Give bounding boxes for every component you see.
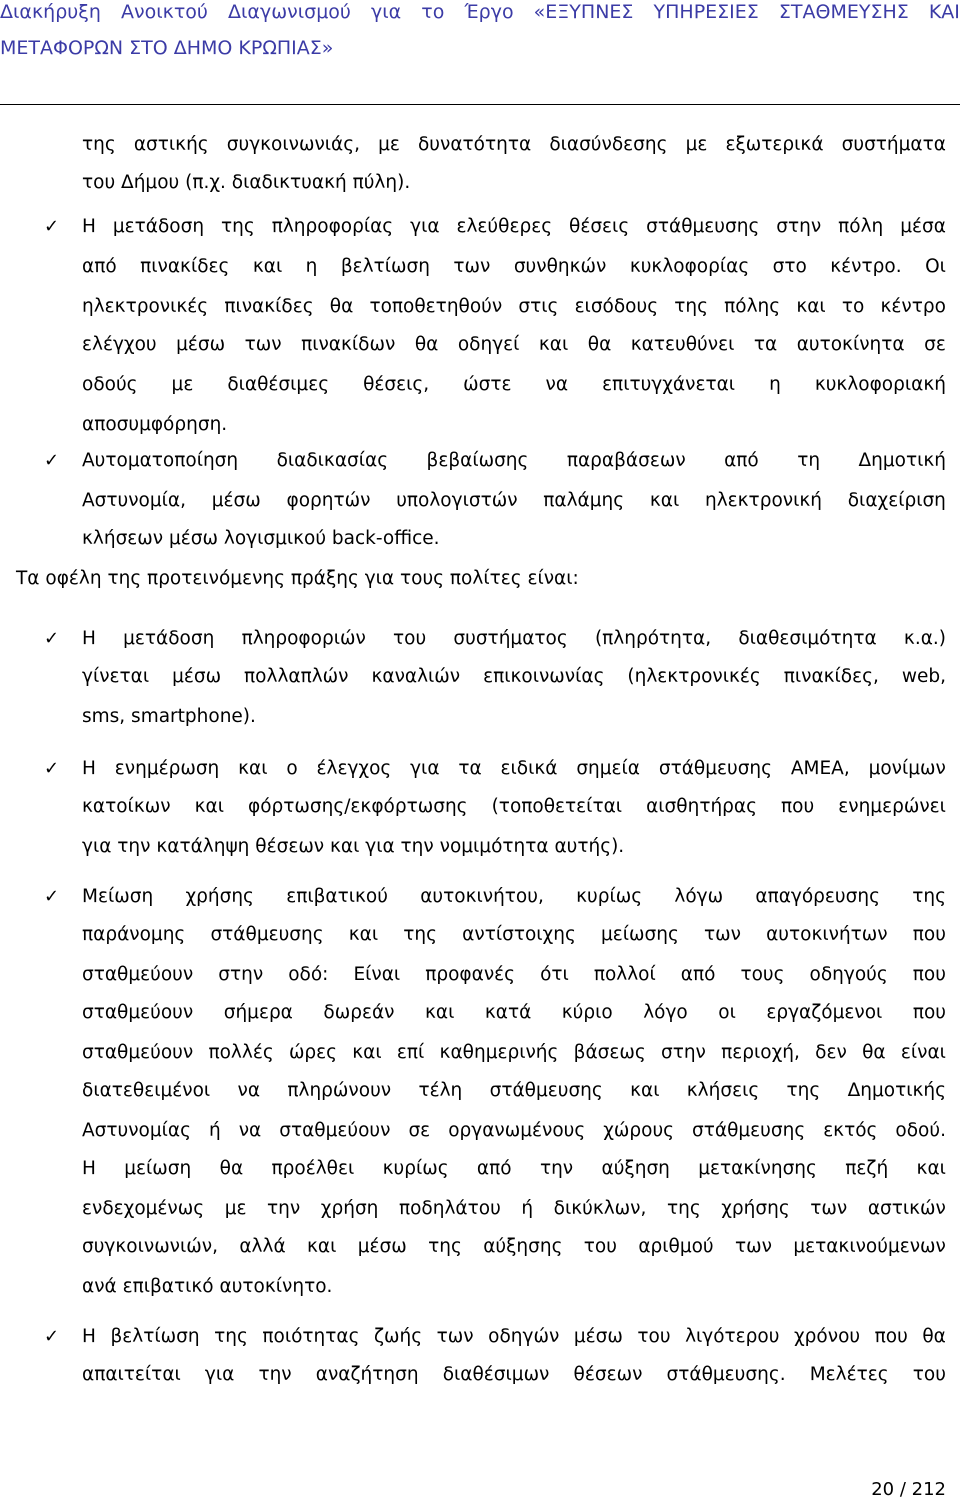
- text-line: ελέγχου μέσω των πινακίδων θα οδηγεί και θα κατευθύνει τα αυτοκίνητα σε: [82, 334, 946, 355]
- text-line: απαιτείται για την αναζήτηση διαθέσιμων θέσεων στάθμευσης. Μελέτες του: [82, 1364, 946, 1385]
- text-line: Αυτοματοποίηση διαδικασίας βεβαίωσης παραβάσεων από τη Δημοτική: [82, 450, 946, 471]
- header-word: για: [371, 1, 402, 23]
- text-line: γίνεται μέσω πολλαπλών καναλιών επικοινωνίας (ηλεκτρονικές πινακίδες, web,: [82, 666, 946, 687]
- document-header: [0, 0, 960, 106]
- checkmark-icon: ✓: [44, 628, 60, 649]
- text-line: οδούς με διαθέσιμες θέσεις, ώστε να επιτυγχάνεται η κυκλοφοριακή: [82, 374, 946, 395]
- text-line: του Δήμου (π.χ. διαδικτυακή πύλη).: [82, 172, 411, 193]
- text-line: ανά επιβατικό αυτοκίνητο.: [82, 1276, 333, 1297]
- text-line: Μείωση χρήσης επιβατικού αυτοκινήτου, κυρίως λόγω απαγόρευσης της: [82, 886, 946, 907]
- text-line: για την κατάληψη θέσεων και για την νομιμότητα αυτής).: [82, 836, 625, 857]
- text-line: Η βελτίωση της ποιότητας ζωής των οδηγών μέσω του λιγότερου χρόνου που θα: [82, 1326, 946, 1347]
- header-word: ΚΑΙ: [928, 1, 960, 23]
- header-word: ΣΤΑΘΜΕΥΣΗΣ: [778, 1, 909, 23]
- header-title-line-2: ΜΕΤΑΦΟΡΩΝ ΣΤΟ ΔΗΜΟ ΚΡΩΠΙΑΣ»: [0, 37, 334, 59]
- text-line: Η μετάδοση της πληροφορίας για ελεύθερες θέσεις στάθμευσης στην πόλη μέσα: [82, 216, 946, 237]
- header-word: Ανοικτού: [120, 1, 208, 23]
- text-line: της αστικής συγκοινωνιάς, με δυνατότητα διασύνδεσης με εξωτερικά συστήματα: [82, 134, 946, 155]
- page-number: 20 / 212: [871, 1479, 946, 1500]
- header-word: Έργο: [464, 1, 514, 23]
- text-line: από πινακίδες και η βελτίωση των συνθηκών κυκλοφορίας στο κέντρο. Οι: [82, 256, 946, 277]
- text-line: Η μετάδοση πληροφοριών του συστήματος (πληρότητα, διαθεσιμότητα κ.α.): [82, 628, 946, 649]
- header-divider: [0, 104, 960, 105]
- header-word: ΥΠΗΡΕΣΙΕΣ: [653, 1, 759, 23]
- text-line: σταθμεύουν στην οδό: Είναι προφανές ότι πολλοί από τους οδηγούς που: [82, 964, 946, 985]
- text-line: Τα οφέλη της προτεινόμενης πράξης για τους πολίτες είναι:: [16, 568, 579, 589]
- text-line: αποσυμφόρηση.: [82, 414, 228, 435]
- header-word: Διακήρυξη: [0, 1, 101, 23]
- text-line: κλήσεων μέσω λογισμικού back-office.: [82, 528, 440, 549]
- text-line: Αστυνομίας ή να σταθμεύουν σε οργανωμένους χώρους στάθμευσης εκτός οδού.: [82, 1120, 946, 1141]
- checkmark-icon: ✓: [44, 450, 60, 471]
- text-line: σταθμεύουν σήμερα δωρεάν και κατά κύριο λόγο οι εργαζόμενοι που: [82, 1002, 946, 1023]
- checkmark-icon: ✓: [44, 216, 60, 237]
- text-line: sms, smartphone).: [82, 706, 256, 727]
- text-line: Η ενημέρωση και ο έλεγχος για τα ειδικά σημεία στάθμευσης ΑΜΕΑ, μονίμων: [82, 758, 946, 779]
- checkmark-icon: ✓: [44, 758, 60, 779]
- checkmark-icon: ✓: [44, 886, 60, 907]
- text-line: ενδεχομένως με την χρήση ποδηλάτου ή δικύκλων, της χρήσης των αστικών: [82, 1198, 946, 1219]
- text-line: σταθμεύουν πολλές ώρες και επί καθημερινής βάσεως στην περιοχή, δεν θα είναι: [82, 1042, 946, 1063]
- text-line: Αστυνομία, μέσω φορητών υπολογιστών παλάμης και ηλεκτρονική διαχείριση: [82, 490, 946, 511]
- header-title-line-1: [0, 0, 960, 30]
- text-line: κατοίκων και φόρτωσης/εκφόρτωσης (τοποθετείται αισθητήρας που ενημερώνει: [82, 796, 946, 817]
- checkmark-icon: ✓: [44, 1326, 60, 1347]
- text-line: διατεθειμένοι να πληρώνουν τέλη στάθμευσης και κλήσεις της Δημοτικής: [82, 1080, 946, 1101]
- header-word: «ΕΞΥΠΝΕΣ: [533, 1, 634, 23]
- text-line: Η μείωση θα προέλθει κυρίως από την αύξηση μετακίνησης πεζή και: [82, 1158, 946, 1179]
- header-word: Διαγωνισμού: [228, 1, 351, 23]
- text-line: παράνομης στάθμευσης και της αντίστοιχης μείωσης των αυτοκινήτων που: [82, 924, 946, 945]
- header-word: το: [421, 1, 445, 23]
- text-line: συγκοινωνιών, αλλά και μέσω της αύξησης του αριθμού των μετακινούμενων: [82, 1236, 946, 1257]
- text-line: ηλεκτρονικές πινακίδες θα τοποθετηθούν στις εισόδους της πόλης και το κέντρο: [82, 296, 946, 317]
